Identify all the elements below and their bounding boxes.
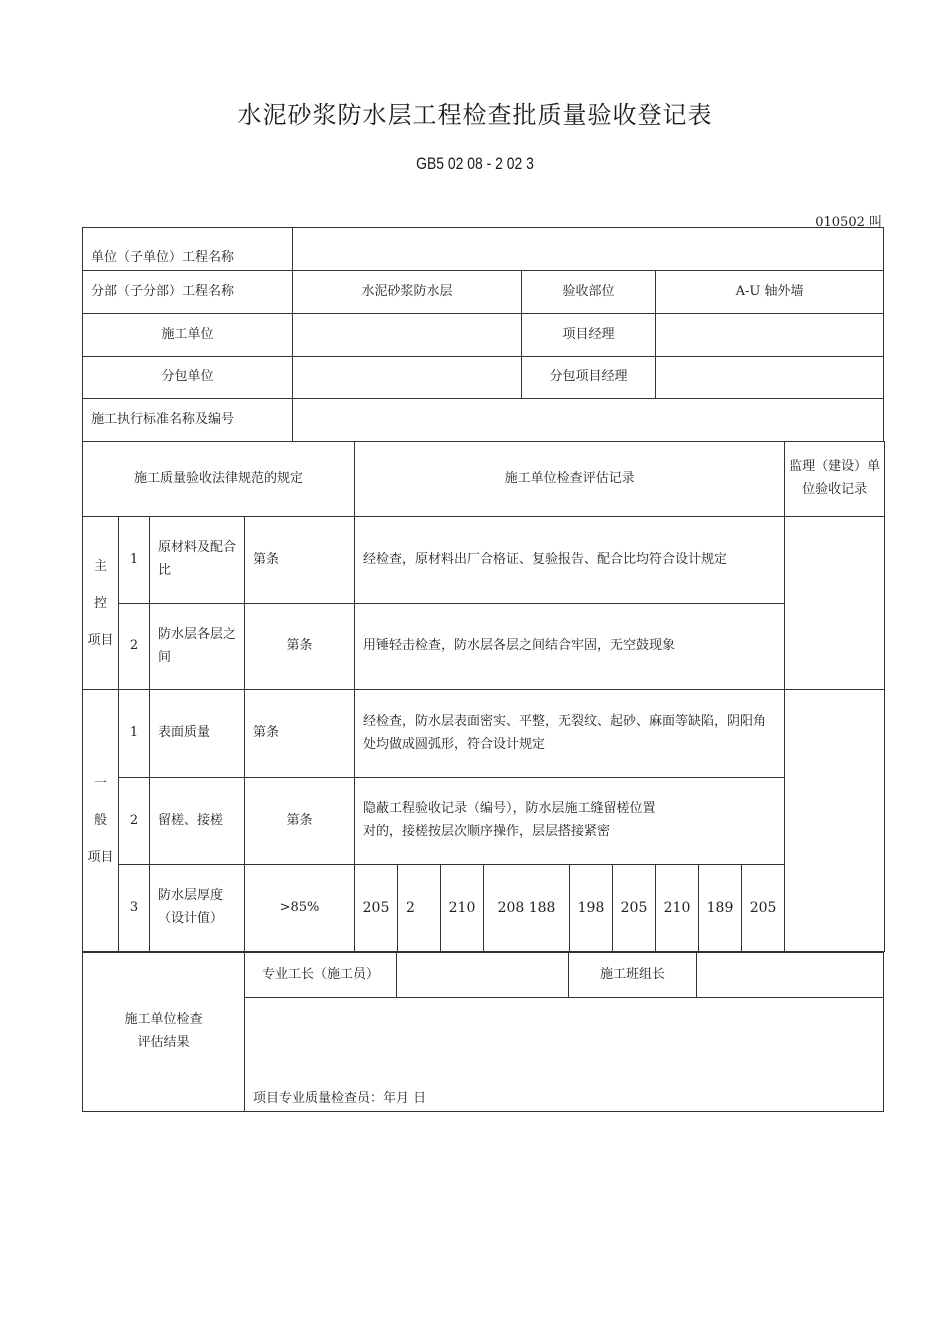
thickness-measurement[interactable]: 210 [441,865,484,952]
general-supervision-cell[interactable] [785,690,885,952]
general-item-3-clause: >85% [245,865,355,952]
items-table [82,441,885,952]
inspect-part-value[interactable]: A-U 轴外墙 [656,271,884,314]
main-item-1-clause: 第条 [245,517,355,604]
general-item-1-no: 1 [119,690,150,778]
subcontractor-label: 分包单位 [83,357,293,399]
general-item-3-name: 防水层厚度（设计值） [150,865,245,952]
general-item-1-clause: 第条 [245,690,355,778]
foreman-label: 专业工长（施工员） [245,953,397,998]
team-leader-label: 施工班组长 [569,953,697,998]
main-item-2-clause: 第条 [245,604,355,690]
supervision-header: 监理（建设）单位验收记录 [785,442,885,517]
contractor-label: 施工单位 [83,314,293,357]
standard-value[interactable] [293,399,884,442]
general-item-3-no: 3 [119,865,150,952]
record-header: 施工单位检查评估记录 [355,442,785,517]
thickness-measurement[interactable]: 208 188 [484,865,570,952]
unit-project-value[interactable] [293,228,884,271]
main-supervision-cell[interactable] [785,517,885,690]
general-item-2-record[interactable] [355,778,785,865]
thickness-measurement[interactable]: 2 [398,865,441,952]
subcontractor-value[interactable] [293,357,522,399]
main-control-label: 主 控 项目 [83,517,119,690]
page-title: 水泥砂浆防水层工程检查批质量验收登记表 [237,101,713,129]
general-item-2-record-line-2: 对的，接槎按层次顺序操作，层层搭接紧密 [363,824,611,839]
inspector-signature-cell[interactable]: 项目专业质量检查员：年月 日 [245,998,884,1112]
main-item-1-no: 1 [119,517,150,604]
sub-pm-label: 分包项目经理 [522,357,656,399]
thickness-measurement[interactable]: 205 [742,865,785,952]
pm-value[interactable] [656,314,884,357]
inspect-part-label: 验收部位 [522,271,656,314]
general-item-2-record-line-1: 隐蔽工程验收记录（编号），防水层施工缝留槎位置 [363,801,656,817]
general-item-1-name: 表面质量 [150,690,245,778]
foreman-value[interactable] [397,953,569,998]
form-code: 010502 叫 [815,215,882,230]
thickness-measurement[interactable]: 205 [613,865,656,952]
general-item-2-no: 2 [119,778,150,865]
main-item-2-name: 防水层各层之间 [150,604,245,690]
info-table [82,227,884,442]
main-item-1-name: 原材料及配合比 [150,517,245,604]
general-label: 一 般 项目 [83,690,119,952]
main-item-2-record[interactable]: 用锤轻击检查，防水层各层之间结合牢固，无空鼓现象 [355,604,785,690]
unit-project-label: 单位（子单位）工程名称 [83,228,293,271]
general-item-1-record[interactable]: 经检查，防水层表面密实、平整，无裂纹、起砂、麻面等缺陷，阴阳角处均做成圆弧形，符合设计规定 [355,690,785,778]
main-item-2-no: 2 [119,604,150,690]
standard-code: GB5 02 08 - 2 02 3 [416,154,534,173]
result-table [82,952,884,1112]
general-item-2-name: 留槎、接槎 [150,778,245,865]
thickness-measurement[interactable]: 205 [355,865,398,952]
pm-label: 项目经理 [522,314,656,357]
thickness-measurement[interactable]: 189 [699,865,742,952]
result-label: 施工单位检查 评估结果 [83,953,245,1112]
rules-header: 施工质量验收法律规范的规定 [83,442,355,517]
sub-pm-value[interactable] [656,357,884,399]
general-item-2-clause: 第条 [245,778,355,865]
contractor-value[interactable] [293,314,522,357]
sub-project-label: 分部（子分部）工程名称 [83,271,293,314]
main-item-1-record[interactable]: 经检查，原材料出厂合格证、复验报告、配合比均符合设计规定 [355,517,785,604]
thickness-measurement[interactable]: 210 [656,865,699,952]
thickness-measurement[interactable]: 198 [570,865,613,952]
sub-project-value[interactable]: 水泥砂浆防水层 [293,271,522,314]
team-leader-value[interactable] [697,953,884,998]
standard-label: 施工执行标准名称及编号 [83,399,293,442]
